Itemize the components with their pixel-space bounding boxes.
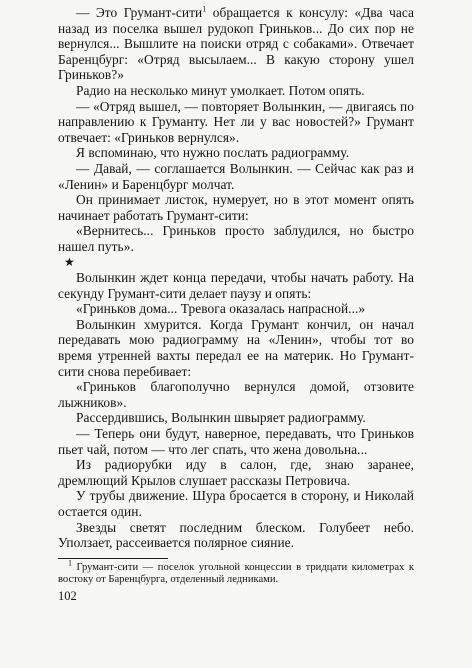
paragraph-13: — Теперь они будут, наверное, передавать, что Гриньков пьет чай, потом — что лег спать, что жена довольна... (58, 426, 414, 457)
paragraph-7: «Вернитесь... Гриньков просто заблудился, но быстро нашел путь». (58, 223, 414, 254)
footnote-ref[interactable]: 1 (202, 4, 207, 14)
paragraph-3: — «Отряд вышел, — повторяет Волынкин, — двигаясь по направлению к Груманту. Нет ли у вас новостей?» Грумант отвечает: «Гриньков вернулся». (58, 98, 414, 145)
paragraph-2: Радио на несколько минут умолкает. Потом опять. (76, 82, 365, 98)
paragraph-10: Волынкин хмурится. Когда Грумант кончил, он начал передавать мою радиограмму на «Ленин», чтобы тот во время утренней вахты передал ее на материк. Но Грумант-сити снова перебивает: (58, 316, 414, 379)
footnote: $^1$ Грумант-сити — поселок угольной концессии в тридцати километрах к востоку от Баренцбурга, отделенный ледниками. (58, 558, 414, 586)
section-star-icon: ★ (64, 254, 75, 269)
paragraph-8: Волынкин ждет конца передачи, чтобы начать работу. На секунду Грумант-сити делает паузу и опять: (58, 270, 414, 301)
paragraph-11: «Гриньков благополучно вернулся домой, отзовите лыжников». (58, 379, 414, 410)
paragraph-9: «Гриньков дома... Тревога оказалась напрасной...» (76, 301, 366, 317)
paragraph-5: — Давай, — соглашается Волынкин. — Сейчас как раз и «Ленин» и Баренцбург молчат. (58, 160, 414, 192)
paragraph-6: Он принимает листок, нумерует, но в этот момент опять начинает работать Грумант-сити: (58, 192, 414, 223)
paragraph-15: У трубы движение. Шура бросается в сторону, и Николай остается один. (58, 488, 414, 519)
paragraph-4: Я вспоминаю, что нужно послать радиограмму. (76, 145, 350, 161)
footnote-divider (58, 558, 168, 559)
paragraph-16: Звезды светят последним блеском. Голубеет небо. Уползает, рассеивается полярное сияние. (58, 519, 414, 551)
page-number: 102 (58, 588, 77, 603)
paragraph-12: Рассердившись, Волынкин швыряет радиограмму. (76, 410, 366, 426)
paragraph-1: — Это Грумант-сити$^1$ обращается к консулу: «Два часа назад из поселка вышел рудокоп Гриньков... До сих пор не вернулся... Вышлите на поиски отряд с собаками». Отвечает Баренцбург: «Отряд высылаем... В какую сторону ушел Гриньков?» (58, 4, 414, 83)
paragraph-14: Из радиорубки иду в салон, где, знаю заранее, дремлющий Крылов слушает рассказы Петровича. (58, 457, 414, 488)
